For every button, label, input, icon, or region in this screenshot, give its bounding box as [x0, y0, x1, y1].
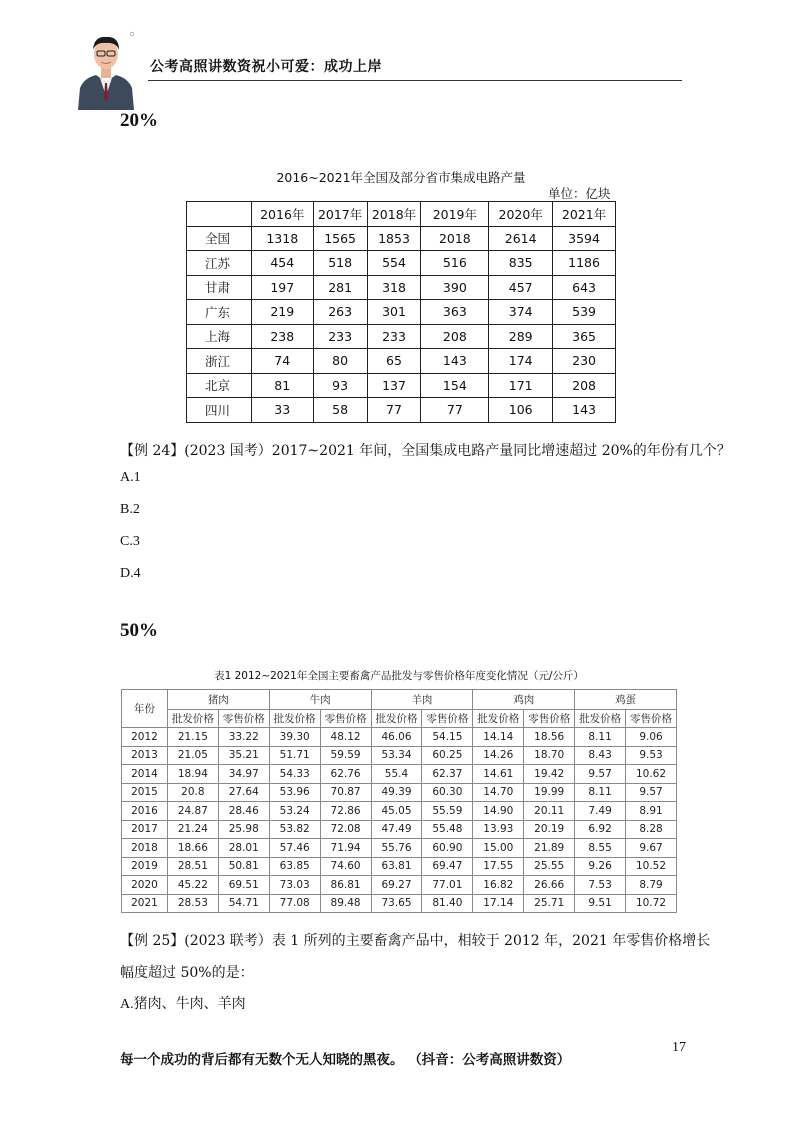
row-label-cell: 浙江: [187, 349, 252, 374]
table-cell: 8.55: [575, 839, 626, 858]
table-cell: 233: [367, 324, 421, 349]
table-row: [187, 300, 616, 325]
table-cell: 28.51: [167, 857, 218, 876]
table-cell: 39.30: [269, 728, 320, 747]
table-cell: 47.49: [371, 820, 422, 839]
table-row: [122, 765, 677, 784]
year-cell: 2017: [122, 820, 168, 839]
option-a: A.1: [120, 470, 141, 485]
table-cell: 106: [489, 398, 553, 423]
table-cell: 230: [553, 349, 616, 374]
table-cell: 21.89: [524, 839, 575, 858]
table-cell: 15.00: [473, 839, 524, 858]
header-title: 公考高照讲数资祝小可爱：成功上岸: [150, 59, 382, 75]
table-cell: 137: [367, 373, 421, 398]
table-group-header: 鸡蛋: [575, 690, 677, 710]
table-cell: 263: [313, 300, 367, 325]
option-c: C.3: [120, 534, 140, 549]
table-cell: 51.71: [269, 746, 320, 765]
year-cell: 2021: [122, 894, 168, 913]
table-cell: 9.53: [626, 746, 677, 765]
table-row: [122, 857, 677, 876]
table-cell: 45.22: [167, 876, 218, 895]
table-cell: 365: [553, 324, 616, 349]
table-row: [122, 894, 677, 913]
ic-production-table: [186, 201, 616, 423]
table-cell: 233: [313, 324, 367, 349]
table-cell: 7.53: [575, 876, 626, 895]
table-subheader-cell: 零售价格: [320, 710, 371, 728]
footer-motto: 每一个成功的背后都有无数个无人知晓的黑夜。 （抖音：公考高照讲数资）: [120, 1052, 571, 1068]
table-cell: 73.65: [371, 894, 422, 913]
table-subheader-cell: 零售价格: [524, 710, 575, 728]
table-subheader-cell: 批发价格: [269, 710, 320, 728]
table-cell: 77.01: [422, 876, 473, 895]
table-cell: 154: [421, 373, 489, 398]
table-cell: 33.22: [218, 728, 269, 747]
table-cell: 53.24: [269, 802, 320, 821]
table-row: [187, 398, 616, 423]
table-cell: 17.55: [473, 857, 524, 876]
table-cell: 65: [367, 349, 421, 374]
table-cell: 16.82: [473, 876, 524, 895]
table-row: [122, 783, 677, 802]
table-cell: 8.43: [575, 746, 626, 765]
table-header-cell: 2020年: [489, 202, 553, 227]
table-cell: 81: [251, 373, 313, 398]
table-row: [122, 839, 677, 858]
table-cell: 25.55: [524, 857, 575, 876]
table-row: [122, 820, 677, 839]
table-subheader-cell: 批发价格: [167, 710, 218, 728]
table-row: [187, 226, 616, 251]
table-cell: 21.05: [167, 746, 218, 765]
table-cell: 27.64: [218, 783, 269, 802]
table-cell: 60.30: [422, 783, 473, 802]
table-cell: 1186: [553, 251, 616, 276]
table-cell: 25.98: [218, 820, 269, 839]
table-row: [187, 373, 616, 398]
table-cell: 516: [421, 251, 489, 276]
table-row: [122, 876, 677, 895]
table-cell: 21.15: [167, 728, 218, 747]
table-cell: 46.06: [371, 728, 422, 747]
year-cell: 2019: [122, 857, 168, 876]
year-cell: 2018: [122, 839, 168, 858]
table-cell: 18.66: [167, 839, 218, 858]
table-cell: 1565: [313, 226, 367, 251]
table-cell: 20.8: [167, 783, 218, 802]
table-cell: 55.76: [371, 839, 422, 858]
row-label-cell: 全国: [187, 226, 252, 251]
table-cell: 6.92: [575, 820, 626, 839]
option-a: A.猪肉、牛肉、羊肉: [120, 997, 246, 1012]
table-cell: 9.57: [575, 765, 626, 784]
table-cell: 49.39: [371, 783, 422, 802]
table-header-cell: 年份: [122, 690, 168, 728]
table-cell: 518: [313, 251, 367, 276]
table-cell: 7.49: [575, 802, 626, 821]
table-cell: 60.90: [422, 839, 473, 858]
table-cell: 33: [251, 398, 313, 423]
table-cell: 2614: [489, 226, 553, 251]
table-cell: 74: [251, 349, 313, 374]
table-cell: 45.05: [371, 802, 422, 821]
table-subheader-cell: 批发价格: [575, 710, 626, 728]
table-cell: 643: [553, 275, 616, 300]
row-label-cell: 江苏: [187, 251, 252, 276]
table-cell: 26.66: [524, 876, 575, 895]
table-cell: 50.81: [218, 857, 269, 876]
table-cell: 69.27: [371, 876, 422, 895]
table-cell: 20.11: [524, 802, 575, 821]
table-cell: 18.56: [524, 728, 575, 747]
table-header-cell: 2016年: [251, 202, 313, 227]
table-cell: 3594: [553, 226, 616, 251]
table-cell: 13.93: [473, 820, 524, 839]
livestock-price-table: [121, 689, 677, 913]
table-cell: 21.24: [167, 820, 218, 839]
table-cell: 93: [313, 373, 367, 398]
option-b: B.2: [120, 502, 140, 517]
table1-title: 2016~2021年全国及部分省市集成电路产量: [276, 170, 526, 185]
table-cell: 539: [553, 300, 616, 325]
table-header-row: [187, 202, 616, 227]
table-cell: 53.96: [269, 783, 320, 802]
table-header-row: [122, 690, 677, 710]
table-cell: 208: [421, 324, 489, 349]
table-cell: 18.70: [524, 746, 575, 765]
table-cell: 72.08: [320, 820, 371, 839]
table-cell: 69.47: [422, 857, 473, 876]
table-cell: 54.15: [422, 728, 473, 747]
table-subheader-cell: 零售价格: [626, 710, 677, 728]
table-cell: 2018: [421, 226, 489, 251]
table-cell: 289: [489, 324, 553, 349]
table-cell: 1853: [367, 226, 421, 251]
table-cell: 143: [553, 398, 616, 423]
table-header-cell: 2018年: [367, 202, 421, 227]
table-cell: 301: [367, 300, 421, 325]
table-cell: 10.72: [626, 894, 677, 913]
table-cell: 69.51: [218, 876, 269, 895]
table-header-cell: 2021年: [553, 202, 616, 227]
table-cell: 77: [367, 398, 421, 423]
table-cell: 238: [251, 324, 313, 349]
table-cell: 25.71: [524, 894, 575, 913]
table-cell: 54.71: [218, 894, 269, 913]
question-24: 【例 24】(2023 国考）2017~2021 年间，全国集成电路产量同比增速超过 20%的年份有几个？: [120, 443, 731, 459]
table-cell: 53.82: [269, 820, 320, 839]
table-cell: 62.76: [320, 765, 371, 784]
table-cell: 8.79: [626, 876, 677, 895]
table-group-header: 羊肉: [371, 690, 473, 710]
table-cell: 77: [421, 398, 489, 423]
table-group-header: 猪肉: [167, 690, 269, 710]
table-cell: 59.59: [320, 746, 371, 765]
author-avatar: [76, 26, 136, 110]
table-row: [122, 802, 677, 821]
table-cell: 8.11: [575, 728, 626, 747]
table-cell: 219: [251, 300, 313, 325]
table-row: [187, 275, 616, 300]
table-cell: 363: [421, 300, 489, 325]
header-divider: [148, 80, 682, 81]
table-cell: 53.34: [371, 746, 422, 765]
row-label-cell: 广东: [187, 300, 252, 325]
table-cell: 9.67: [626, 839, 677, 858]
table-cell: 14.14: [473, 728, 524, 747]
year-cell: 2012: [122, 728, 168, 747]
table-cell: 197: [251, 275, 313, 300]
year-cell: 2020: [122, 876, 168, 895]
table-group-header: 鸡肉: [473, 690, 575, 710]
table-header-cell: [187, 202, 252, 227]
table-cell: 8.11: [575, 783, 626, 802]
table-cell: 9.06: [626, 728, 677, 747]
table-cell: 58: [313, 398, 367, 423]
table-cell: 77.08: [269, 894, 320, 913]
table-cell: 24.87: [167, 802, 218, 821]
table-cell: 55.4: [371, 765, 422, 784]
table-cell: 28.46: [218, 802, 269, 821]
table-cell: 34.97: [218, 765, 269, 784]
table-cell: 19.42: [524, 765, 575, 784]
table-cell: 1318: [251, 226, 313, 251]
table-cell: 390: [421, 275, 489, 300]
table-cell: 14.70: [473, 783, 524, 802]
row-label-cell: 上海: [187, 324, 252, 349]
table-cell: 71.94: [320, 839, 371, 858]
table-cell: 554: [367, 251, 421, 276]
table-cell: 20.19: [524, 820, 575, 839]
table-cell: 54.33: [269, 765, 320, 784]
section-label-50: 50%: [120, 620, 158, 641]
table-row: [187, 251, 616, 276]
table-cell: 835: [489, 251, 553, 276]
table-cell: 454: [251, 251, 313, 276]
table-cell: 70.87: [320, 783, 371, 802]
table-cell: 28.01: [218, 839, 269, 858]
table-cell: 89.48: [320, 894, 371, 913]
year-cell: 2016: [122, 802, 168, 821]
table-cell: 72.86: [320, 802, 371, 821]
table-cell: 174: [489, 349, 553, 374]
table-cell: 55.59: [422, 802, 473, 821]
table-cell: 81.40: [422, 894, 473, 913]
table-subheader-cell: 零售价格: [218, 710, 269, 728]
table-cell: 10.62: [626, 765, 677, 784]
year-cell: 2015: [122, 783, 168, 802]
table-cell: 171: [489, 373, 553, 398]
table-cell: 57.46: [269, 839, 320, 858]
table1-unit: 单位：亿块: [548, 186, 611, 201]
table2-title: 表1 2012~2021年全国主要畜禽产品批发与零售价格年度变化情况（元/公斤）: [214, 670, 584, 682]
table-cell: 35.21: [218, 746, 269, 765]
table-header-cell: 2019年: [421, 202, 489, 227]
table-cell: 86.81: [320, 876, 371, 895]
table-cell: 17.14: [473, 894, 524, 913]
table-cell: 80: [313, 349, 367, 374]
table-cell: 10.52: [626, 857, 677, 876]
year-cell: 2013: [122, 746, 168, 765]
table-cell: 63.81: [371, 857, 422, 876]
table-cell: 48.12: [320, 728, 371, 747]
table-cell: 457: [489, 275, 553, 300]
table-header-cell: 2017年: [313, 202, 367, 227]
table-cell: 8.28: [626, 820, 677, 839]
table-row: [122, 728, 677, 747]
table-cell: 73.03: [269, 876, 320, 895]
table-cell: 28.53: [167, 894, 218, 913]
row-label-cell: 甘肃: [187, 275, 252, 300]
table-subheader-cell: 批发价格: [371, 710, 422, 728]
table-cell: 18.94: [167, 765, 218, 784]
year-cell: 2014: [122, 765, 168, 784]
table-cell: 74.60: [320, 857, 371, 876]
table-subheader-row: [122, 710, 677, 728]
table-cell: 318: [367, 275, 421, 300]
table-cell: 374: [489, 300, 553, 325]
table-subheader-cell: 批发价格: [473, 710, 524, 728]
table-cell: 208: [553, 373, 616, 398]
table-cell: 19.99: [524, 783, 575, 802]
table-cell: 281: [313, 275, 367, 300]
table-cell: 9.26: [575, 857, 626, 876]
table-cell: 143: [421, 349, 489, 374]
page-number: 17: [672, 1040, 686, 1055]
question-25-line1: 【例 25】(2023 联考）表 1 所列的主要畜禽产品中，相较于 2012 年，2021 年零售价格增长: [120, 933, 711, 949]
table-cell: 14.61: [473, 765, 524, 784]
table-cell: 63.85: [269, 857, 320, 876]
table-cell: 60.25: [422, 746, 473, 765]
table-cell: 55.48: [422, 820, 473, 839]
table-cell: 9.51: [575, 894, 626, 913]
table-cell: 8.91: [626, 802, 677, 821]
row-label-cell: 北京: [187, 373, 252, 398]
option-d: D.4: [120, 566, 141, 581]
question-25-line2: 幅度超过 50%的是：: [120, 965, 254, 981]
table-subheader-cell: 零售价格: [422, 710, 473, 728]
table-row: [187, 324, 616, 349]
table-cell: 62.37: [422, 765, 473, 784]
table-cell: 14.26: [473, 746, 524, 765]
table-group-header: 牛肉: [269, 690, 371, 710]
table-cell: 14.90: [473, 802, 524, 821]
table-row: [122, 746, 677, 765]
table-row: [187, 349, 616, 374]
row-label-cell: 四川: [187, 398, 252, 423]
table-cell: 9.57: [626, 783, 677, 802]
section-label-20: 20%: [120, 110, 158, 131]
